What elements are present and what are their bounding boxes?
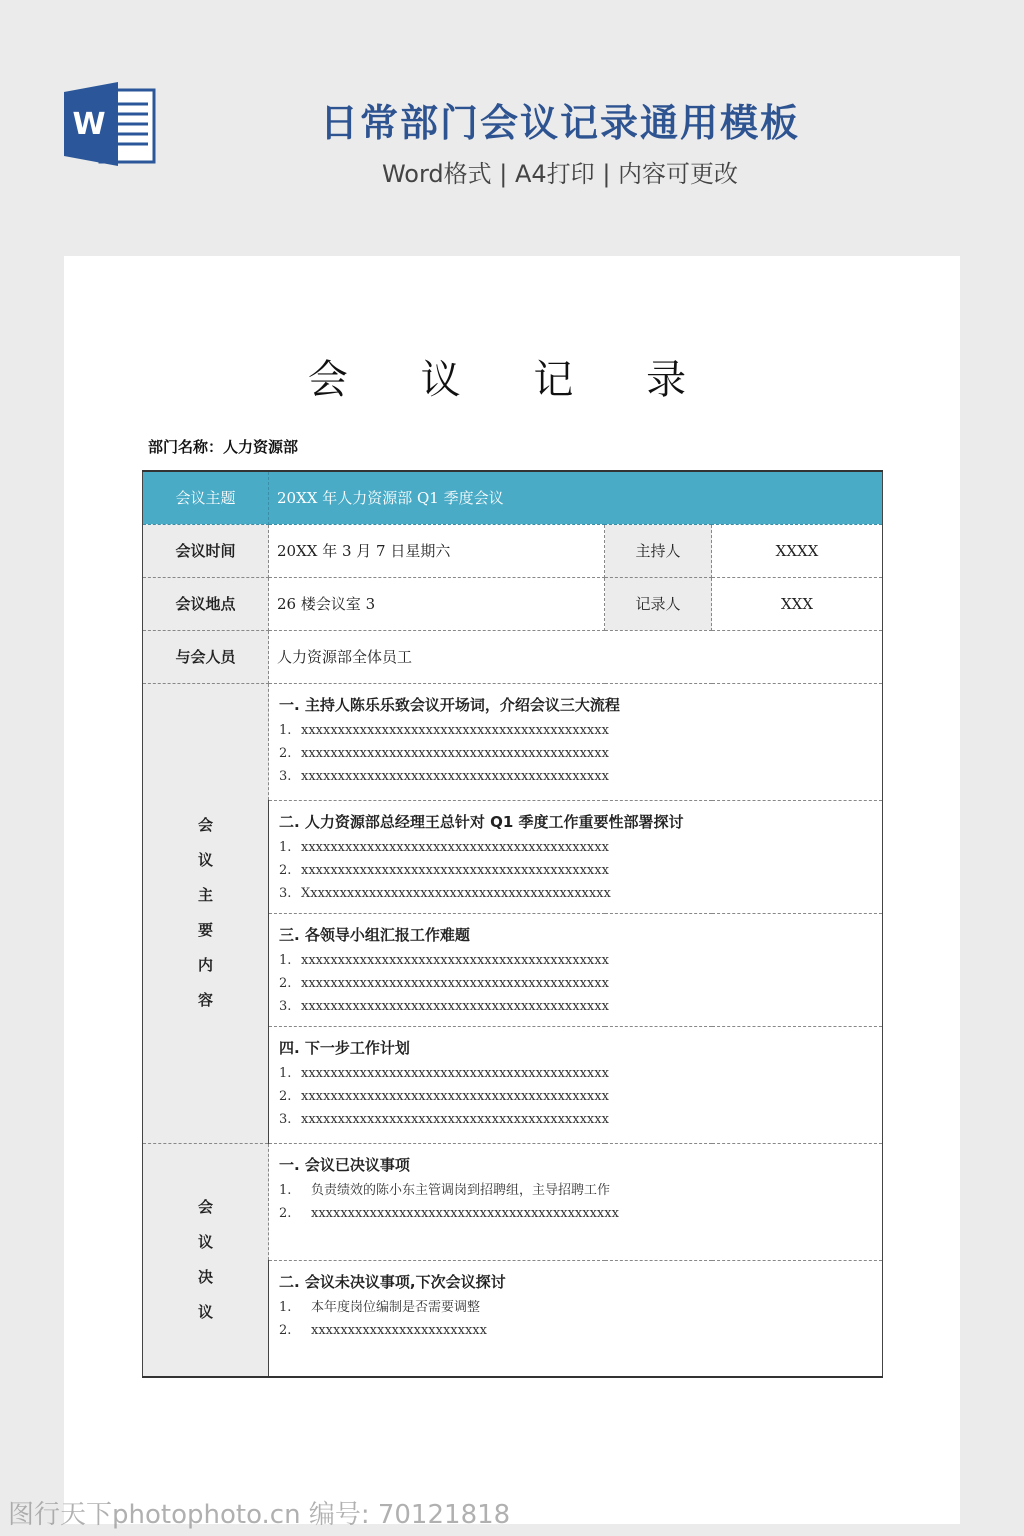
item-text: xxxxxxxxxxxxxxxxxxxxxxxxxxxxxxxxxxxxxxxxxx <box>311 1205 619 1221</box>
topic-row <box>143 471 883 524</box>
resolution-label-char: 会 <box>197 1197 213 1216</box>
item-text: xxxxxxxxxxxxxxxxxxxxxxxxxxxxxxxxxxxxxxxxxx <box>301 722 609 738</box>
item-text: xxxxxxxxxxxxxxxxxxxxxxxxxxxxxxxxxxxxxxxxxx <box>301 998 609 1014</box>
list-item <box>279 972 872 995</box>
page-title: 日常部门会议记录通用模板 <box>319 101 800 145</box>
content-row <box>143 683 883 800</box>
item-number: 1. <box>279 722 292 738</box>
content-label-char: 内 <box>197 956 213 974</box>
item-number: 2. <box>279 1322 292 1338</box>
item-number: 2. <box>279 745 292 761</box>
item-number: 1. <box>279 1299 292 1315</box>
meeting-table <box>142 470 883 1378</box>
item-text: xxxxxxxxxxxxxxxxxxxxxxxxxxxxxxxxxxxxxxxxxx <box>301 1065 609 1081</box>
item-text: xxxxxxxxxxxxxxxxxxxxxxxxxxxxxxxxxxxxxxxxxx <box>301 862 609 878</box>
topic-value: 20XX 年人力资源部 Q1 季度会议 <box>269 471 883 524</box>
item-number: 1. <box>279 1065 292 1081</box>
document-page <box>64 256 960 1524</box>
place-label: 会议地点 <box>143 577 269 630</box>
section-heading: 一. 主持人陈乐乐致会议开场词，介绍会议三大流程 <box>279 695 620 714</box>
content-label-char: 要 <box>197 921 213 939</box>
resolution-section <box>269 1143 883 1260</box>
list-item <box>279 1319 872 1342</box>
list-item <box>279 1179 872 1202</box>
section-heading: 二. 会议未决议事项,下次会议探讨 <box>279 1272 506 1291</box>
list-item <box>279 765 872 788</box>
list-item <box>279 1108 872 1131</box>
attendees-label: 与会人员 <box>143 630 269 683</box>
recorder-label: 记录人 <box>605 577 712 630</box>
item-number: 2. <box>279 1088 292 1104</box>
item-text: xxxxxxxxxxxxxxxxxxxxxxxxxxxxxxxxxxxxxxxxxx <box>301 1088 609 1104</box>
resolution-label <box>143 1143 269 1377</box>
item-text: xxxxxxxxxxxxxxxxxxxxxxxxxxxxxxxxxxxxxxxxxx <box>301 745 609 761</box>
list-item <box>279 995 872 1018</box>
item-number: 3. <box>279 768 292 784</box>
list-item <box>279 882 872 905</box>
list-item <box>279 1202 872 1225</box>
host-value: XXXX <box>712 524 883 577</box>
content-label-char: 容 <box>197 991 213 1009</box>
place-row <box>143 577 883 630</box>
time-value: 20XX 年 3 月 7 日星期六 <box>269 524 605 577</box>
content-section <box>269 913 883 1026</box>
item-text: 本年度岗位编制是否需要调整 <box>311 1299 481 1315</box>
item-number: 1. <box>279 839 292 855</box>
resolution-row <box>143 1143 883 1260</box>
time-row <box>143 524 883 577</box>
item-number: 1. <box>279 1182 292 1198</box>
topic-label: 会议主题 <box>143 471 269 524</box>
item-number: 2. <box>279 1205 292 1221</box>
place-value: 26 楼会议室 3 <box>269 577 605 630</box>
department-label: 部门名称： <box>148 438 224 456</box>
list-item <box>279 949 872 972</box>
item-number: 2. <box>279 862 292 878</box>
department-line <box>148 436 298 457</box>
item-number: 1. <box>279 952 292 968</box>
department-value: 人力资源部 <box>223 438 299 456</box>
item-number: 3. <box>279 1111 292 1127</box>
list-item <box>279 836 872 859</box>
item-number: 3. <box>279 885 292 901</box>
watermark: 图行天下photophoto.cn 编号: 70121818 <box>8 1500 511 1530</box>
section-heading: 三. 各领导小组汇报工作难题 <box>279 925 470 944</box>
recorder-value: XXX <box>712 577 883 630</box>
item-text: xxxxxxxxxxxxxxxxxxxxxxxx <box>311 1322 487 1338</box>
item-number: 2. <box>279 975 292 991</box>
resolution-label-char: 议 <box>197 1232 213 1251</box>
content-label-char: 会 <box>197 816 213 834</box>
page-subtitle: Word格式 | A4打印 | 内容可更改 <box>381 160 739 188</box>
item-text: Xxxxxxxxxxxxxxxxxxxxxxxxxxxxxxxxxxxxxxxxxx <box>301 885 611 901</box>
list-item <box>279 1085 872 1108</box>
resolution-label-char: 决 <box>197 1267 213 1286</box>
content-section <box>269 800 883 913</box>
item-text: xxxxxxxxxxxxxxxxxxxxxxxxxxxxxxxxxxxxxxxxxx <box>301 1111 609 1127</box>
item-text: xxxxxxxxxxxxxxxxxxxxxxxxxxxxxxxxxxxxxxxxxx <box>301 768 609 784</box>
item-text: 负责绩效的陈小东主管调岗到招聘组，主导招聘工作 <box>311 1182 611 1198</box>
content-label <box>143 683 269 1143</box>
attendees-row <box>143 630 883 683</box>
content-section <box>269 1026 883 1143</box>
section-heading: 一. 会议已决议事项 <box>279 1155 410 1174</box>
content-label-char: 主 <box>197 886 213 904</box>
list-item <box>279 1296 872 1319</box>
item-number: 3. <box>279 998 292 1014</box>
item-text: xxxxxxxxxxxxxxxxxxxxxxxxxxxxxxxxxxxxxxxxxx <box>301 952 609 968</box>
content-label-char: 议 <box>197 851 213 869</box>
content-section <box>269 683 883 800</box>
resolution-label-char: 议 <box>197 1302 213 1321</box>
section-heading: 二. 人力资源部总经理王总针对 Q1 季度工作重要性部署探讨 <box>279 812 684 831</box>
item-text: xxxxxxxxxxxxxxxxxxxxxxxxxxxxxxxxxxxxxxxxxx <box>301 975 609 991</box>
attendees-value: 人力资源部全体员工 <box>269 630 883 683</box>
list-item <box>279 742 872 765</box>
page-header <box>0 0 1024 250</box>
time-label: 会议时间 <box>143 524 269 577</box>
word-icon <box>64 82 156 166</box>
list-item <box>279 1062 872 1085</box>
resolution-section <box>269 1260 883 1377</box>
host-label: 主持人 <box>605 524 712 577</box>
list-item <box>279 719 872 742</box>
item-text: xxxxxxxxxxxxxxxxxxxxxxxxxxxxxxxxxxxxxxxxxx <box>301 839 609 855</box>
section-heading: 四. 下一步工作计划 <box>279 1038 410 1057</box>
logo-letter: W <box>72 107 106 142</box>
list-item <box>279 859 872 882</box>
document-title: 会 议 记 录 <box>307 357 717 403</box>
